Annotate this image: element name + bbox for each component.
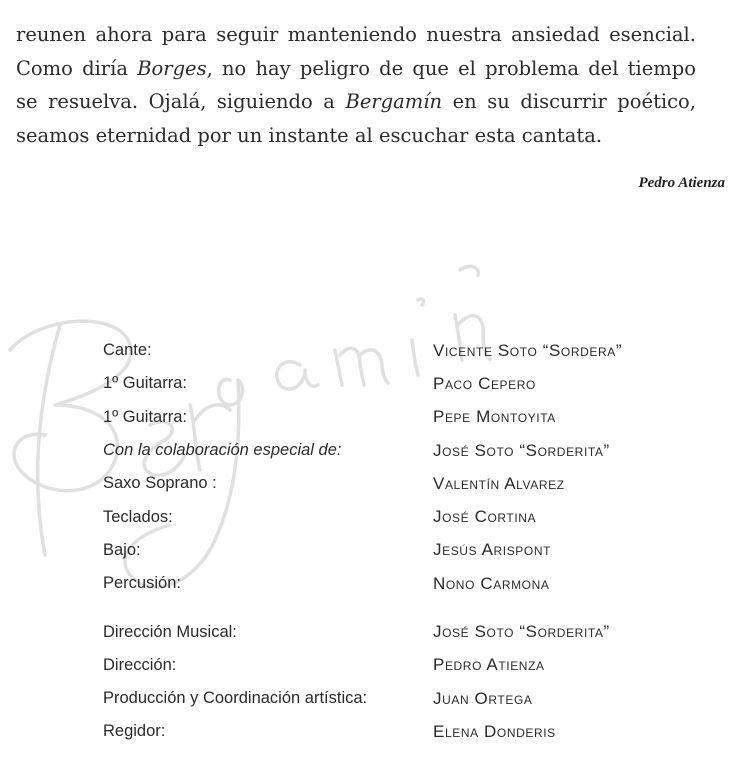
credit-row [103, 500, 723, 533]
paragraph-line-1: reunen ahora para seguir manteniendo nuestra ansiedad esencial. [16, 23, 696, 46]
text: Como diría [16, 56, 138, 80]
credit-row [103, 649, 723, 682]
paragraph-line-4: seamos eternidad por un instante al escuchar esta cantata. [16, 123, 603, 147]
credit-row [103, 534, 723, 567]
credit-role: Dirección Musical: [103, 622, 237, 641]
credit-row [103, 367, 723, 400]
credit-role: 1º Guitarra: [103, 407, 187, 426]
section-gap [103, 600, 723, 615]
credit-role: Percusión: [103, 574, 181, 593]
credit-person: José Soto “Sorderita” [433, 622, 610, 642]
author-signature: Pedro Atienza [638, 175, 725, 191]
text: se resuelva. Ojalá, siguiendo a [16, 90, 346, 113]
text: en su discurrir poético, [442, 90, 697, 113]
credit-role: Saxo Soprano : [103, 474, 217, 493]
credit-role: Con la colaboración especial de: [103, 441, 342, 460]
credit-person: José Cortina [433, 507, 537, 527]
credit-row [103, 467, 723, 500]
credit-row [103, 682, 723, 715]
credit-row [103, 401, 723, 434]
paragraph-line-3 [16, 85, 696, 119]
credit-role: Regidor: [103, 722, 166, 741]
credit-role: Teclados: [103, 507, 173, 526]
credit-row [103, 615, 723, 648]
credit-row [103, 715, 723, 748]
credit-person: José Soto “Sorderita” [433, 440, 610, 460]
credit-role: Cante: [103, 341, 152, 360]
closing-paragraph [16, 18, 696, 152]
credit-person: Pedro Atienza [433, 655, 545, 675]
credit-person: Jesús Arispont [433, 540, 552, 560]
bergamin-name: Bergamín [345, 90, 443, 113]
credit-role: Bajo: [103, 540, 141, 559]
credit-person: Valentín Alvarez [433, 473, 565, 493]
paragraph-line-2 [16, 52, 696, 86]
credit-person: Elena Donderis [433, 721, 556, 741]
credit-row [103, 334, 723, 367]
borges-name: Borges [137, 56, 207, 80]
credit-row [103, 567, 723, 600]
credit-person: Juan Ortega [433, 688, 533, 708]
credit-person: Pepe Montoyita [433, 407, 556, 427]
credit-role: Dirección: [103, 655, 177, 674]
credit-role: Producción y Coordinación artística: [103, 689, 368, 708]
credit-person: Nono Carmona [433, 573, 550, 593]
credits-list [103, 334, 723, 749]
text: , no hay peligro de que el problema del tiempo [206, 56, 696, 80]
credit-person: Vicente Soto “Sordera” [433, 340, 623, 360]
credit-role: 1º Guitarra: [103, 374, 187, 393]
credit-row [103, 434, 723, 467]
credit-person: Paco Cepero [433, 373, 536, 393]
